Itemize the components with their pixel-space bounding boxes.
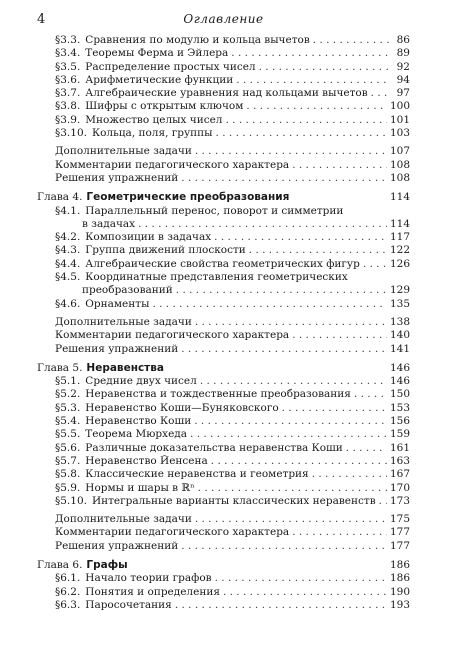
leader-dots [216, 127, 387, 140]
section-number: §4.6. [55, 297, 81, 310]
section-title: Различные доказательства неравенства Коши [85, 441, 343, 454]
leader-dots [195, 316, 387, 329]
extra-page-number: 175 [389, 513, 410, 526]
toc-section-entry[interactable] [37, 388, 410, 401]
toc-extra-entry[interactable] [37, 159, 410, 172]
leader-dots [292, 329, 387, 342]
toc-section-entry[interactable] [37, 231, 410, 244]
section-title: Композиции в задачах [85, 231, 212, 244]
leader-dots [312, 468, 387, 481]
section-title: Множество целых чисел [85, 113, 223, 126]
leader-dots [282, 402, 387, 415]
leader-dots [354, 388, 387, 401]
toc-extra-entry[interactable] [37, 316, 410, 329]
toc-section-entry[interactable] [37, 127, 410, 140]
extra-title: Дополнительные задачи [55, 315, 192, 328]
leader-dots [195, 513, 387, 526]
section-number: §4.4. [55, 257, 81, 270]
section-page-number: 89 [396, 47, 410, 60]
section-title: Кольца, поля, группы [91, 127, 213, 140]
chapter-entry[interactable] [37, 559, 410, 572]
section-number: §5.8. [55, 468, 81, 481]
toc-section-entry[interactable] [37, 100, 410, 113]
section-page-number: 190 [389, 585, 410, 598]
toc-extra-entry[interactable] [37, 172, 410, 185]
section-page-number: 146 [389, 375, 410, 388]
section-number: §5.7. [55, 454, 81, 467]
leader-dots [236, 74, 389, 87]
leader-dots [181, 540, 387, 553]
extra-title: Комментарии педагогического характера [55, 526, 290, 539]
toc-section-entry[interactable] [37, 114, 410, 127]
leader-dots [214, 231, 387, 244]
section-title: Неравенство Йенсена [85, 454, 208, 467]
leader-dots [198, 482, 387, 495]
extra-page-number: 141 [389, 342, 410, 355]
section-title: Паросочетания [85, 598, 172, 611]
running-head: Оглавление [183, 12, 264, 26]
section-page-number: 129 [389, 284, 410, 297]
leader-dots [195, 145, 387, 158]
leader-dots [215, 572, 387, 585]
section-number: §6.2. [55, 585, 81, 598]
section-number: §5.1. [55, 375, 81, 388]
extra-title: Решения упражнений [55, 171, 179, 184]
chapter-entry[interactable] [37, 191, 410, 204]
chapter-page-number: 114 [389, 191, 410, 204]
section-number: §6.3. [55, 598, 81, 611]
leader-dots [246, 100, 387, 113]
toc-section-continuation[interactable] [37, 284, 410, 297]
toc-section-entry[interactable] [37, 468, 410, 481]
chapter-label: Глава 6. [37, 558, 83, 571]
page-header [37, 12, 410, 32]
section-title: Средние двух чисел [85, 375, 197, 388]
section-title: Параллельный перенос, поворот и симметрии [85, 204, 344, 217]
section-page-number: 156 [389, 415, 410, 428]
extra-title: Комментарии педагогического характера [55, 329, 290, 342]
section-page-number: 114 [389, 217, 410, 230]
section-title: Начало теории графов [85, 572, 212, 585]
section-title: Классические неравенства и геометрия [85, 468, 309, 481]
section-title: Нормы и шары в ℝⁿ [85, 481, 195, 494]
section-number: §5.4. [55, 415, 81, 428]
section-number: §3.9. [55, 113, 81, 126]
section-page-number: 186 [389, 572, 410, 585]
section-page-number: 117 [389, 231, 410, 244]
toc-section-entry[interactable] [37, 298, 410, 311]
chapter-entry[interactable] [37, 362, 410, 375]
leader-dots [181, 343, 387, 356]
section-number: §5.5. [55, 428, 81, 441]
section-page-number: 86 [396, 34, 410, 46]
section-number: §3.4. [55, 47, 81, 60]
leader-dots [379, 495, 387, 508]
leader-dots [223, 586, 387, 599]
toc-section-entry[interactable] [37, 402, 410, 415]
leader-dots [200, 375, 387, 388]
section-page-number: 100 [389, 100, 410, 113]
section-page-number: 173 [389, 494, 410, 507]
section-page-number: 167 [389, 468, 410, 481]
extra-title: Дополнительные задачи [55, 513, 192, 526]
toc-extra-entry[interactable] [37, 343, 410, 356]
leader-dots [249, 244, 387, 257]
section-number: §4.2. [55, 231, 81, 244]
toc-extra-entry[interactable] [37, 145, 410, 158]
section-page-number: 150 [389, 388, 410, 401]
leader-dots [292, 526, 387, 539]
section-page-number: 153 [389, 401, 410, 414]
extra-page-number: 138 [389, 315, 410, 328]
section-number: §3.10. [55, 127, 87, 140]
toc-section-entry[interactable] [37, 572, 410, 585]
section-title: Интегральные варианты классических неравенств [91, 494, 376, 507]
extra-page-number: 108 [389, 158, 410, 171]
section-number: §3.7. [55, 87, 81, 100]
section-number: §3.3. [55, 34, 81, 46]
leader-dots [211, 455, 387, 468]
table-of-contents [37, 34, 410, 612]
extra-page-number: 177 [389, 539, 410, 552]
section-number: §5.2. [55, 388, 81, 401]
section-page-number: 101 [389, 113, 410, 126]
leader-dots [138, 218, 387, 231]
section-page-number: 135 [389, 297, 410, 310]
chapter-page-number: 186 [389, 558, 410, 571]
extra-title: Решения упражнений [55, 539, 179, 552]
section-page-number: 126 [389, 257, 410, 270]
leader-dots [363, 258, 387, 271]
section-page-number: 193 [389, 598, 410, 611]
section-title: Неравенства и тождественные преобразования [85, 388, 351, 401]
leader-dots [225, 114, 386, 127]
toc-section-entry[interactable] [37, 87, 410, 100]
section-page-number: 159 [389, 428, 410, 441]
toc-section-entry[interactable] [37, 495, 410, 508]
leader-dots [175, 599, 387, 612]
section-page-number: 97 [396, 87, 410, 100]
toc-extra-entry[interactable] [37, 513, 410, 526]
extra-title: Дополнительные задачи [55, 145, 192, 158]
toc-section-entry[interactable] [37, 271, 410, 284]
toc-extra-entry[interactable] [37, 540, 410, 553]
section-number: §5.3. [55, 401, 81, 414]
toc-section-entry[interactable] [37, 47, 410, 60]
extra-title: Решения упражнений [55, 342, 179, 355]
section-title: Неравенство Коши—Буняковского [85, 401, 279, 414]
leader-dots [292, 159, 387, 172]
toc-section-entry[interactable] [37, 482, 410, 495]
chapter-title: Неравенства [86, 361, 164, 374]
section-title: Алгебраические свойства геометрических фигур [85, 257, 360, 270]
section-number: §3.8. [55, 100, 81, 113]
section-number: §3.5. [55, 60, 81, 73]
extra-page-number: 107 [389, 145, 410, 158]
section-number: §5.9. [55, 481, 81, 494]
extra-page-number: 140 [389, 329, 410, 342]
toc-section-entry[interactable] [37, 61, 410, 74]
section-number: §5.10. [55, 494, 87, 507]
chapter-title: Геометрические преобразования [86, 191, 290, 204]
section-title: Распределение простых чисел [85, 60, 256, 73]
extra-title: Комментарии педагогического характера [55, 158, 290, 171]
toc-section-entry[interactable] [37, 244, 410, 257]
chapter-title: Графы [86, 558, 128, 571]
chapter-label: Глава 5. [37, 361, 83, 374]
section-title-continued: в задачах [82, 217, 136, 230]
section-title: Шифры с открытым ключом [85, 100, 244, 113]
section-number: §4.5. [55, 271, 81, 284]
section-number: §4.1. [55, 204, 81, 217]
leader-dots [313, 34, 389, 47]
section-title: Арифметические функции [85, 73, 234, 86]
section-title: Неравенство Коши [85, 415, 192, 428]
section-page-number: 163 [389, 454, 410, 467]
section-page-number: 94 [396, 73, 410, 86]
section-page-number: 122 [389, 244, 410, 257]
section-title: Орнаменты [85, 297, 150, 310]
section-number: §4.3. [55, 244, 81, 257]
leader-dots [176, 284, 387, 297]
section-page-number: 103 [389, 127, 410, 140]
leader-dots [371, 87, 389, 100]
section-page-number: 161 [389, 441, 410, 454]
toc-section-entry[interactable] [37, 375, 410, 388]
toc-section-entry[interactable] [37, 586, 410, 599]
toc-section-entry[interactable] [37, 442, 410, 455]
section-number: §5.6. [55, 441, 81, 454]
leader-dots [231, 47, 389, 60]
toc-section-entry[interactable] [37, 599, 410, 612]
section-title: Понятия и определения [85, 585, 220, 598]
leader-dots [346, 442, 387, 455]
toc-extra-entry[interactable] [37, 526, 410, 539]
toc-section-entry[interactable] [37, 428, 410, 441]
section-number: §6.1. [55, 572, 81, 585]
extra-page-number: 177 [389, 526, 410, 539]
section-title-continued: преобразований [82, 284, 173, 297]
section-title: Теоремы Ферма и Эйлера [85, 47, 229, 60]
toc-section-continuation[interactable] [37, 218, 410, 231]
section-title: Теорема Мюрхеда [85, 428, 188, 441]
toc-section-entry[interactable] [37, 258, 410, 271]
leader-dots [194, 415, 387, 428]
leader-dots [259, 61, 389, 74]
section-title: Координатные представления геометрических [85, 271, 348, 284]
section-title: Сравнения по модулю и кольца вычетов [85, 34, 310, 46]
toc-section-entry[interactable] [37, 455, 410, 468]
section-number: §3.6. [55, 73, 81, 86]
toc-section-entry[interactable] [37, 205, 410, 218]
toc-section-entry[interactable] [37, 74, 410, 87]
toc-section-entry[interactable] [37, 34, 410, 47]
toc-section-entry[interactable] [37, 415, 410, 428]
leader-dots [190, 428, 387, 441]
page-number: 4 [37, 12, 46, 27]
section-title: Алгебраические уравнения над кольцами вычетов [85, 87, 368, 100]
section-page-number: 92 [396, 60, 410, 73]
chapter-label: Глава 4. [37, 191, 83, 204]
leader-dots [181, 172, 387, 185]
toc-extra-entry[interactable] [37, 329, 410, 342]
section-page-number: 170 [389, 481, 410, 494]
extra-page-number: 108 [389, 171, 410, 184]
chapter-page-number: 146 [389, 361, 410, 374]
leader-dots [152, 298, 387, 311]
section-title: Группа движений плоскости [85, 244, 246, 257]
